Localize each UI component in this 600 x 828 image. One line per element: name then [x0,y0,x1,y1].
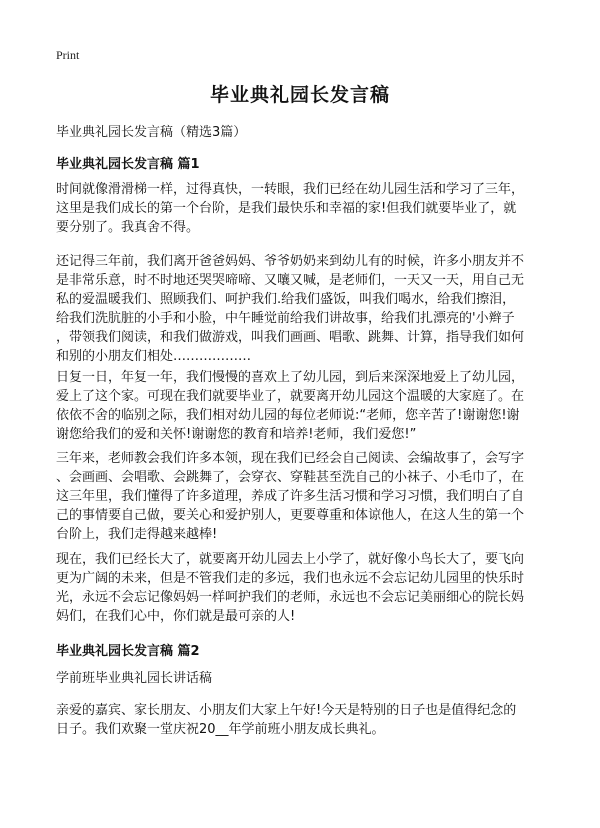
text-line: 谢您给我们的爱和关怀!谢谢您的教育和培养!老师，我们爱您!” [56,427,417,442]
text-line: 还记得三年前，我们离开爸爸妈妈、爷爷奶奶来到幼儿有的时候，许多小朋友并不 [56,254,525,269]
section-heading-1: 毕业典礼园长发言稿 篇1 [56,157,200,172]
paragraph [56,701,550,739]
text-line: 、会画画、会唱歌、会跳舞了，会穿衣、穿鞋甚至洗自己的小袜子、小毛巾了，在 [56,470,525,485]
text-line: 更为广阔的未来，但是不管我们走的多远，我们也永远不会忘记幼儿园里的快乐时 [56,571,525,586]
text-line: 日复一日，年复一年，我们慢慢的喜欢上了幼儿园，到后来深深地爱上了幼儿园， [56,370,525,385]
text-line: 妈们，在我们心中，你们就是最可亲的人! [56,609,296,624]
section-heading-2: 毕业典礼园长发言稿 篇2 [56,644,200,659]
print-link[interactable]: Print [56,48,80,62]
text-line: 私的爱温暖我们、照顾我们、呵护我们.给我们盛饭，叫我们喝水，给我们擦泪， [56,292,516,307]
text-line: 爱上了这个家。可现在我们就要毕业了，就要离开幼儿园这个温暖的大家庭了。在 [56,389,525,404]
paragraph [56,180,550,237]
text-line: 三年来，老师教会我们许多本领，现在我们已经会自己阅读、会编故事了，会写字 [56,451,525,466]
document-subtitle: 毕业典礼园长发言稿（精选3篇） [56,125,247,140]
text-line: 光，永远不会忘记像妈妈一样呵护我们的老师，永远也不会忘记美丽细心的院长妈 [56,590,525,605]
text-line: 要分别了。我真舍不得。 [56,220,200,235]
text-line: 是非常乐意，时不时地还哭哭啼啼、又嚷又喊，是老师们，一天又一天，用自己无 [56,273,525,288]
text-line: 时间就像滑滑梯一样，过得真快，一转眼，我们已经在幼儿园生活和学习了三年， [56,182,525,197]
text-line: 亲爱的嘉宾、家长朋友、小朋友们大家上午好!今天是特别的日子也是值得纪念的 [56,703,517,718]
text-line: 依依不舍的临别之际，我们相对幼儿园的每位老师说:“老师，您辛苦了!谢谢您!谢 [56,408,520,423]
paragraph [56,449,550,544]
text-line: 这三年里，我们懂得了许多道理，养成了许多生活习惯和学习习惯，我们明白了自 [56,489,525,504]
text-line: 台阶上，我们走得越来越棒! [56,527,218,542]
text-line: 己的事情要自己做，要关心和爱护别人，更要尊重和体谅他人，在这人生的第一个 [56,508,525,523]
text-line: 学前班毕业典礼园长讲话稿 [56,671,213,686]
paragraph [56,669,550,688]
document-title: 毕业典礼园长发言稿 [209,84,390,106]
paragraph [56,368,550,444]
text-line: ，带领我们阅读，和我们做游戏，叫我们画画、唱歌、跳舞、计算，指导我们如何 [56,330,525,345]
paragraph [56,252,550,366]
paragraph [56,550,550,626]
text-line: 给我们洗肮脏的小手和小脸，中午睡觉前给我们讲故事，给我们扎漂亮的'小辫子 [56,311,515,326]
text-line: 现在，我们已经长大了，就要离开幼儿园去上小学了，就好像小鸟长大了，要飞向 [56,552,525,567]
text-line: 这里是我们成长的第一个台阶，是我们最快乐和幸福的家!但我们就要毕业了，就 [56,201,517,216]
text-line: 和别的小朋友们相处……………… [56,349,252,364]
text-line: 日子。我们欢聚一堂庆祝20__年学前班小朋友成长典礼。 [56,722,385,737]
